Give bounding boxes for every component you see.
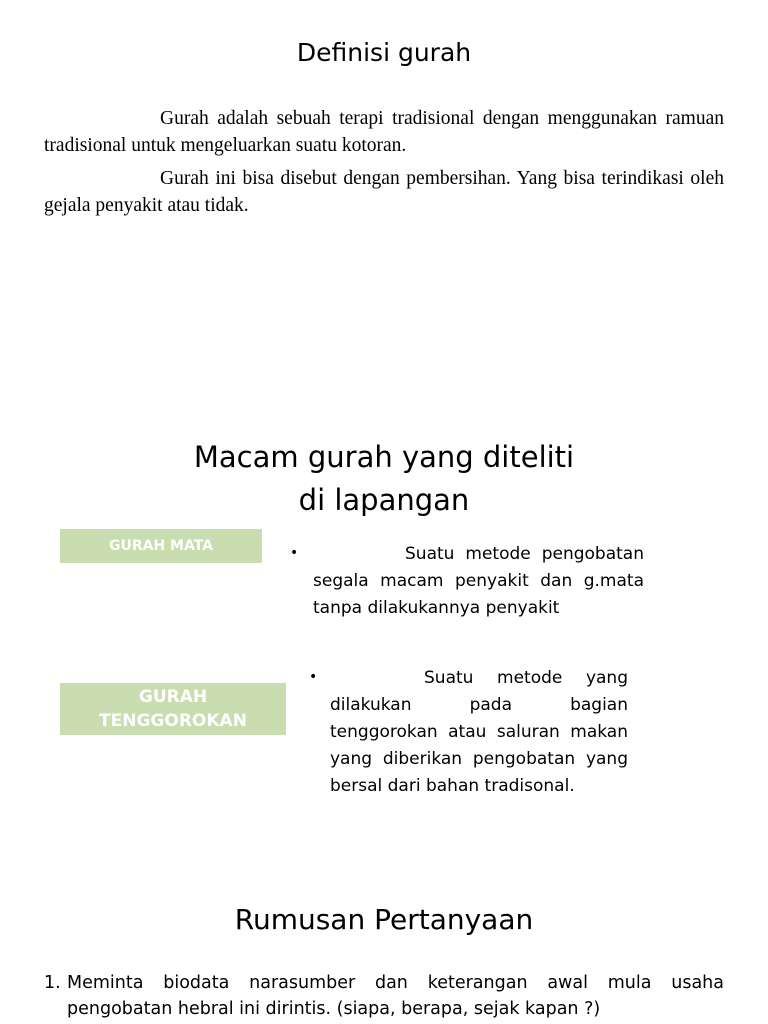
question-list-item-1 xyxy=(44,970,724,1022)
gurah-tenggorokan-box: GURAH TENGGOROKAN xyxy=(60,683,286,735)
gurah-mata-description xyxy=(290,541,644,622)
definition-paragraph-2: Gurah ini bisa disebut dengan pembersihan. Yang bisa terindikasi oleh gejala penyakit atau tidak. xyxy=(44,168,724,216)
definition-paragraph-1: Gurah adalah sebuah terapi tradisional dengan menggunakan ramuan tradisional untuk mengeluarkan suatu kotoran. xyxy=(44,108,724,156)
gurah-mata-text: Suatu metode pengobatan segala macam penyakit dan g.mata tanpa dilakukannya penyakit xyxy=(313,544,644,618)
bullet-dot: • xyxy=(309,669,318,685)
question-1-text: Meminta biodata narasumber dan keterangan awal mula usaha pengobatan hebral ini dirintis. (siapa, berapa, sejak kapan ?) xyxy=(67,973,724,1019)
gurah-mata-box: GURAH MATA xyxy=(60,529,262,563)
slide2-title-line1: Macam gurah yang diteliti xyxy=(193,440,575,474)
gurah-tenggorokan-description xyxy=(309,665,628,800)
gurah-tenggorokan-text: Suatu metode yang dilakukan pada bagian tenggorokan atau saluran makan yang diberikan pengobatan yang bersal dari bahan tradisonal. xyxy=(330,668,628,796)
slide2-title-line2: di lapangan xyxy=(298,483,470,517)
list-number: 1. xyxy=(44,973,61,993)
slide3-title: Rumusan Pertanyaan xyxy=(234,903,534,936)
slide2-title xyxy=(0,436,768,522)
bullet-dot: • xyxy=(290,545,299,561)
slide1-title: Definisi gurah xyxy=(296,38,472,67)
